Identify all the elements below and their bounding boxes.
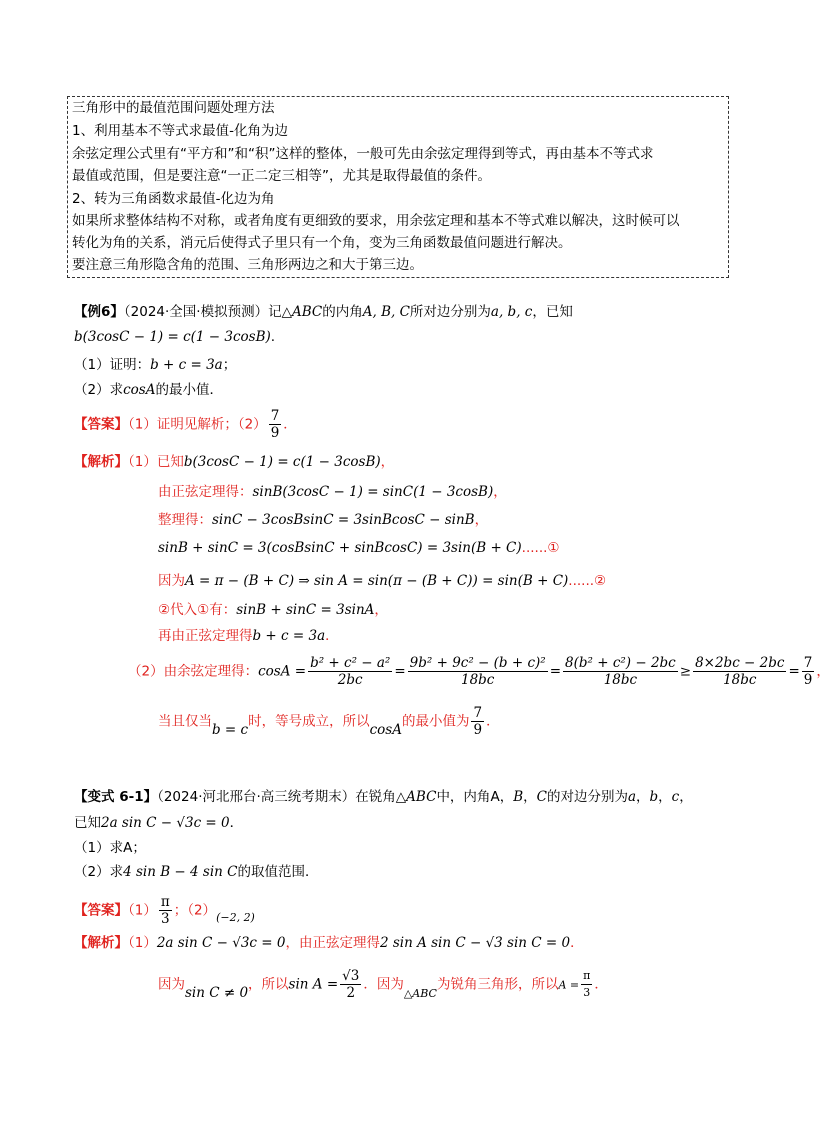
text: ，由正弦定理得 [285, 935, 380, 951]
text: 为锐角三角形，所以 [436, 976, 559, 993]
angle-c: C [536, 789, 547, 805]
solution-label: 【解析】 [74, 454, 128, 470]
text: ． [570, 935, 584, 951]
math: sinB + sinC = 3(cosBsinC + sinBcosC) = 3sin(B + C) [158, 540, 522, 556]
math: cosA = [258, 663, 307, 680]
interval: (−2, 2) [216, 910, 255, 924]
text: ②代入①有： [158, 602, 237, 618]
sep: ， [636, 789, 650, 805]
solution-line-4 [158, 538, 560, 558]
solution-line-2 [158, 482, 507, 502]
numerator: √3 [342, 968, 360, 984]
math: cosA [369, 721, 402, 738]
given-equation: b(3cosC − 1) = c(1 − 3cosB) [74, 329, 271, 345]
example-source: （2024·全国·模拟预测）记 [123, 304, 282, 320]
question-2 [74, 380, 223, 400]
triangle: △ABC [403, 986, 437, 1000]
example-label: 【例6】 [74, 304, 124, 320]
text: ， [380, 454, 395, 470]
text: ，已知 [532, 304, 573, 320]
text: 的最小值为 [401, 713, 470, 730]
text: ......① [521, 540, 560, 556]
q-label: （1）求 [74, 840, 124, 856]
text: ． [594, 976, 608, 993]
answer-label: 【答案】 [74, 902, 128, 919]
math: sinB + sinC = 3sinA [236, 602, 375, 618]
sep: ， [499, 789, 514, 805]
fraction-1 [308, 655, 392, 688]
text: 整理得： [158, 512, 212, 528]
math: A = [558, 978, 580, 992]
math: sinC − 3cosBsinC = 3sinBcosC − sinB [212, 512, 475, 528]
math: sin C ≠ 0 [185, 984, 249, 1001]
q-label: （2）求 [74, 382, 124, 398]
text: ......② [568, 573, 607, 589]
text: ． [325, 628, 339, 644]
text: 所对边分别为 [409, 304, 491, 320]
text: ；（2） [173, 902, 217, 919]
variant-solution-1 [74, 933, 584, 953]
text: ，所以 [248, 976, 289, 993]
side-b: b [649, 789, 659, 805]
text: 已知 [74, 815, 101, 831]
text: ， [816, 663, 830, 680]
variant-line-1 [74, 787, 693, 807]
text: 的对边分别为 [546, 789, 628, 805]
q-label: （1）证明： [74, 357, 151, 373]
side-c: c [671, 789, 680, 805]
fraction [269, 408, 282, 441]
text: 的内角 [322, 304, 363, 320]
triangle: △ABC [395, 789, 437, 805]
text: ． [229, 815, 244, 831]
angles: A, B, C [362, 304, 410, 320]
q-end: ； [132, 840, 146, 856]
text: 因为 [158, 976, 185, 993]
q-label: （2）求 [74, 864, 124, 880]
angle-a: A [490, 789, 500, 805]
side-a: a [627, 789, 637, 805]
fraction-2 [408, 655, 548, 688]
fraction-4 [693, 655, 786, 688]
fraction [581, 968, 592, 1001]
fraction [471, 705, 484, 738]
box-para-2a: 如果所求整体结构不对称，或者角度有更细致的要求，用余弦定理和基本不等式难以解决，这时候可以 [72, 213, 680, 229]
denominator: 9 [473, 722, 483, 738]
solution-line-3 [158, 510, 488, 530]
numerator: b² + c² − a² [310, 655, 391, 671]
q-math: 4 sin B − 4 sin C [123, 864, 238, 880]
solution-line-5 [158, 571, 606, 591]
numerator: 8×2bc − 2bc [695, 655, 785, 671]
variant-question-2 [74, 862, 318, 882]
q-end: 的最小值． [155, 382, 223, 398]
equals: = [549, 663, 562, 680]
variant-answer [74, 894, 255, 927]
q-math: b + c = 3a [150, 357, 223, 373]
sep: ， [658, 789, 672, 805]
numerator: 9b² + 9c² − (b + c)² [409, 655, 546, 671]
sep: ， [523, 789, 537, 805]
text: 中，内角 [436, 789, 491, 805]
text: （1）已知 [128, 454, 184, 470]
box-title: 三角形中的最值范围问题处理方法 [72, 100, 275, 116]
variant-source: （2024·河北邢台·高三统考期末）在锐角 [157, 789, 396, 805]
solution-line-1 [74, 452, 394, 472]
q-math: A [123, 840, 133, 856]
numerator: 7 [270, 408, 280, 424]
denominator: 2 [346, 985, 356, 1001]
fraction-3 [563, 655, 678, 688]
numerator: π [581, 968, 592, 985]
fraction [340, 968, 361, 1001]
math: sinB(3cosC − 1) = sinC(1 − 3cosB) [252, 484, 494, 500]
example-6-line-1 [74, 302, 573, 322]
math: A = π − (B + C) ⇒ sin A = sin(π − (B + C)) = sin(B + C) [185, 573, 569, 589]
denominator: 18bc [603, 672, 638, 688]
greater-equal: ≥ [679, 663, 692, 680]
text: 再由正弦定理得 [158, 628, 253, 644]
text: （2）由余弦定理得： [128, 663, 259, 680]
numerator: 8(b² + c²) − 2bc [565, 655, 676, 671]
text: ， [493, 484, 507, 500]
solution-line-6 [158, 600, 388, 620]
denominator: 2bc [337, 672, 363, 688]
example-6-given [74, 327, 275, 347]
numerator: π [160, 894, 170, 910]
text: 因为 [158, 573, 185, 589]
box-heading-1: 1、利用基本不等式求最值-化角为边 [72, 123, 288, 139]
denominator: 18bc [460, 672, 495, 688]
fraction-5 [802, 655, 815, 688]
math: 2a sin C − √3c = 0 [156, 935, 286, 951]
denominator: 9 [270, 425, 280, 441]
answer-end: ． [283, 416, 297, 433]
angle-b: B [513, 789, 524, 805]
text: ． [486, 713, 500, 730]
denominator: 9 [803, 672, 813, 688]
answer-text: （1）证明见解析；（2） [128, 416, 267, 433]
text: 当且仅当 [158, 713, 212, 730]
equals: = [394, 663, 406, 680]
math: b + c = 3a [252, 628, 326, 644]
numerator: 7 [473, 705, 483, 721]
numerator: 7 [803, 655, 813, 671]
text: （1） [128, 902, 157, 919]
question-1 [74, 355, 236, 375]
math: 2a sin C − √3c = 0 [101, 815, 230, 831]
text: 时，等号成立，所以 [248, 713, 370, 730]
answer-label: 【答案】 [74, 416, 128, 433]
fraction [159, 894, 172, 927]
q-math: cosA [123, 382, 156, 398]
math: b = c [212, 721, 249, 738]
period: . [270, 329, 276, 345]
triangle: △ABC [281, 304, 323, 320]
text: ， [474, 512, 489, 528]
q-end: ； [222, 357, 237, 373]
denominator: 18bc [723, 672, 757, 688]
math: 2 sin A sin C − √3 sin C = 0 [379, 935, 571, 951]
math: b(3cosC − 1) = c(1 − 3cosB) [183, 454, 381, 470]
text: 由正弦定理得： [158, 484, 253, 500]
text: ．因为 [363, 976, 404, 993]
sides: a, b, c [490, 304, 533, 320]
solution-line-7 [158, 626, 339, 646]
box-para-1a: 余弦定理公式里有“平方和”和“积”这样的整体，一般可先由余弦定理得到等式，再由基本不等式求 [72, 146, 654, 162]
box-para-3: 要注意三角形隐含角的范围、三角形两边之和大于第三边。 [72, 257, 423, 273]
denominator: 3 [583, 986, 591, 999]
variant-question-1 [74, 838, 146, 858]
text: ， [679, 789, 693, 805]
text: ， [374, 602, 388, 618]
q-end: 的取值范围． [237, 864, 319, 880]
variant-line-2 [74, 813, 243, 833]
box-para-2b: 转化为角的关系，消元后使得式子里只有一个角，变为三角函数最值问题进行解决。 [72, 235, 572, 251]
variant-label: 【变式 6-1】 [74, 789, 158, 805]
text: （1） [128, 935, 157, 951]
box-para-1b: 最值或范围，但是要注意“一正二定三相等”，尤其是取得最值的条件。 [72, 168, 491, 184]
denominator: 3 [160, 911, 170, 927]
box-heading-2: 2、转为三角函数求最值-化边为角 [72, 191, 275, 207]
equals: = [788, 663, 800, 680]
solution-line-8 [128, 655, 830, 688]
math: sin A = [288, 976, 339, 993]
solution-label: 【解析】 [74, 935, 128, 951]
variant-solution-2 [158, 968, 608, 1001]
solution-line-9 [158, 705, 500, 738]
answer-line [74, 408, 297, 441]
